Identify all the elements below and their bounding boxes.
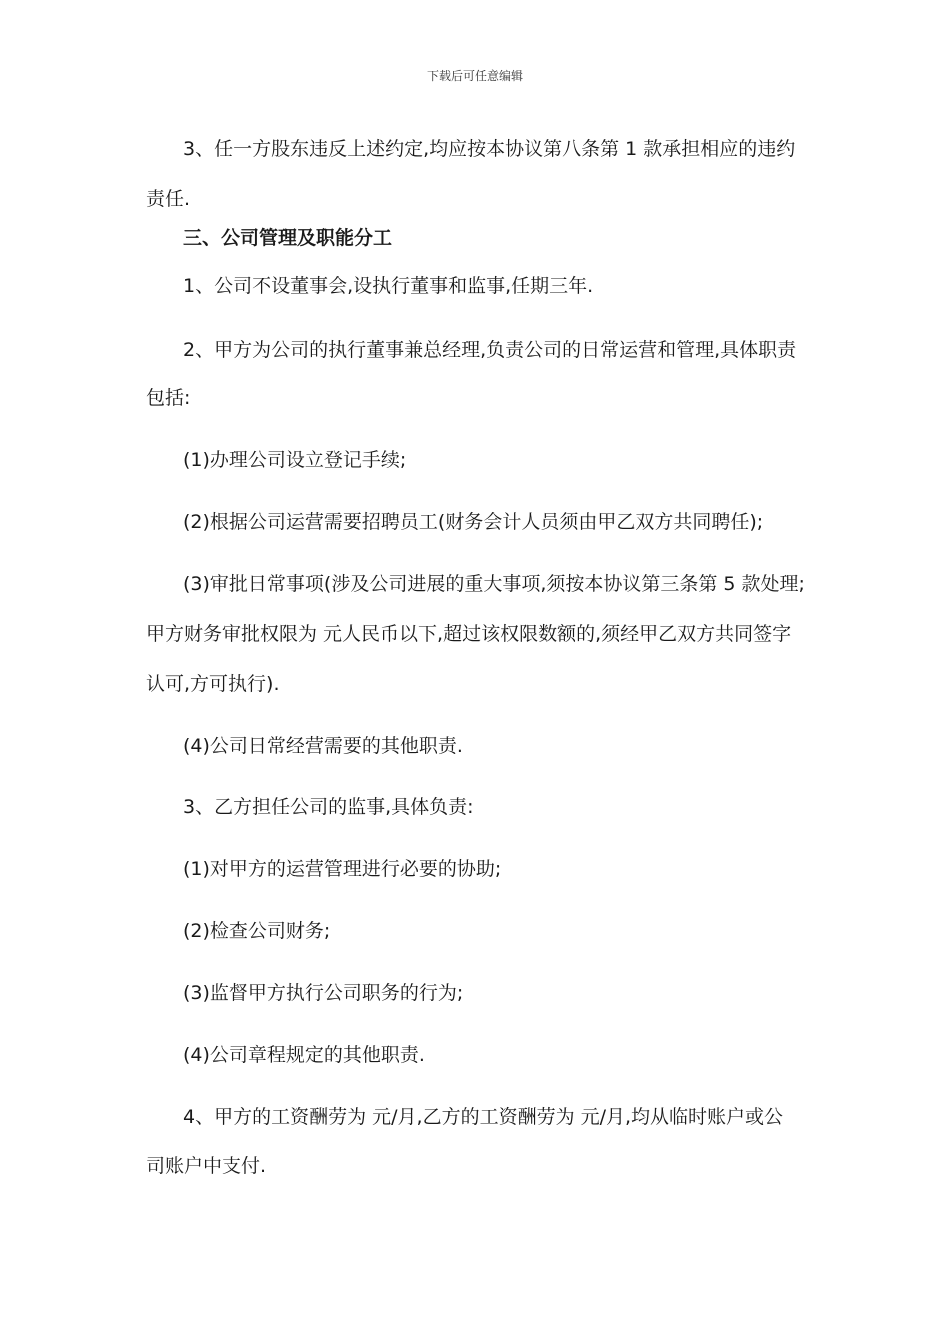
section-heading: 三、公司管理及职能分工 <box>183 227 393 249</box>
list-item: (1)对甲方的运营管理进行必要的协助; <box>183 858 502 880</box>
paragraph-line: 1、公司不设董事会,设执行董事和监事,任期三年. <box>183 275 594 297</box>
paragraph-line: 包括: <box>146 387 191 409</box>
list-item: (3)审批日常事项(涉及公司进展的重大事项,须按本协议第三条第 5 款处理; <box>183 573 805 595</box>
paragraph-line: 3、乙方担任公司的监事,具体负责: <box>183 796 474 818</box>
list-item: (4)公司章程规定的其他职责. <box>183 1044 425 1066</box>
paragraph-line: 2、甲方为公司的执行董事兼总经理,负责公司的日常运营和管理,具体职责 <box>183 339 797 361</box>
paragraph-line: 司账户中支付. <box>146 1155 267 1177</box>
paragraph-line: 4、甲方的工资酬劳为 元/月,乙方的工资酬劳为 元/月,均从临时账户或公 <box>183 1106 784 1128</box>
paragraph-line: 甲方财务审批权限为 元人民币以下,超过该权限数额的,须经甲乙双方共同签字 <box>146 623 792 645</box>
list-item: (2)检查公司财务; <box>183 920 331 942</box>
list-item: (3)监督甲方执行公司职务的行为; <box>183 982 464 1004</box>
header-note: 下载后可任意编辑 <box>426 69 523 83</box>
list-item: (1)办理公司设立登记手续; <box>183 449 407 471</box>
list-item: (2)根据公司运营需要招聘员工(财务会计人员须由甲乙双方共同聘任); <box>183 511 764 533</box>
paragraph-line: 责任. <box>146 188 191 210</box>
list-item: (4)公司日常经营需要的其他职责. <box>183 735 463 757</box>
paragraph-line: 3、任一方股东违反上述约定,均应按本协议第八条第 1 款承担相应的违约 <box>183 138 796 160</box>
paragraph-line: 认可,方可执行). <box>146 673 280 695</box>
